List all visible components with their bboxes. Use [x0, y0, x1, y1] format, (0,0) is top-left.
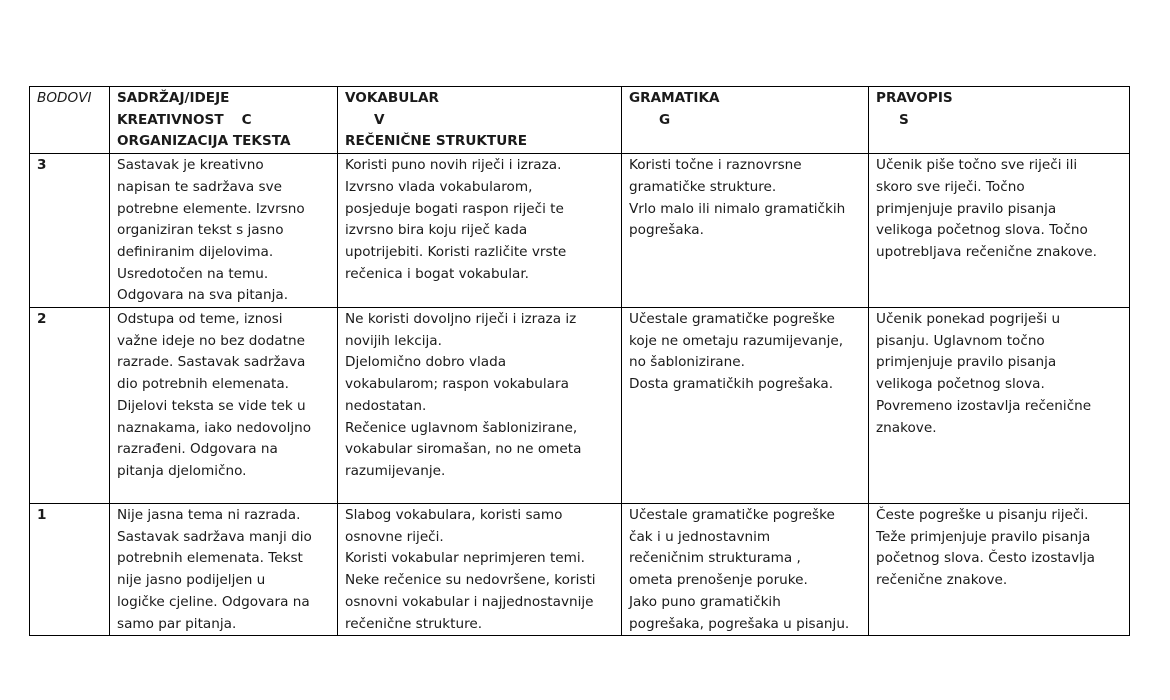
- criterion-letter-c: C: [241, 111, 252, 128]
- cell-text-line: rečenične strukture.: [345, 615, 483, 632]
- cell-text-line: rečenica i bogat vokabular.: [345, 265, 529, 282]
- cell-text-line: vokabularom; raspon vokabulara: [345, 376, 569, 393]
- cell-text-line: upotrebljava rečenične znakove.: [876, 243, 1097, 260]
- cell-text-line: rečeničnim strukturama ,: [629, 550, 801, 567]
- criterion-letter-s: S: [899, 111, 909, 128]
- cell-text-line: vokabular siromašan, no ne ometa: [345, 441, 582, 458]
- cell-text-line: Slabog vokabulara, koristi samo: [345, 507, 563, 524]
- cell-text-line: Učenik piše točno sve riječi ili: [876, 157, 1078, 174]
- cell-text-line: Učenik ponekad pogriješi u: [876, 311, 1061, 328]
- cell-text-line: skoro sve riječi. Točno: [876, 178, 1025, 195]
- cell-text-line: primjenjuje pravilo pisanja: [876, 200, 1057, 217]
- cell-text-line: Djelomično dobro vlada: [345, 354, 507, 371]
- cell-text-line: rečenične znakove.: [876, 572, 1008, 589]
- cell-text-line: velikoga početnog slova.: [876, 376, 1045, 393]
- header-content-line: SADRŽAJ/IDEJE: [117, 90, 230, 106]
- cell-text-line: pitanja djelomično.: [117, 462, 247, 479]
- cell-text-line: pogrešaka.: [629, 222, 704, 239]
- spelling-cell: [869, 308, 1130, 504]
- header-vocabulary: [338, 87, 622, 154]
- cell-text-line: Koristi puno novih riječi i izraza.: [345, 157, 562, 174]
- cell-text-line: Učestale gramatičke pogreške: [629, 507, 835, 524]
- cell-text-line: znakove.: [876, 419, 937, 436]
- cell-text-line: nedostatan.: [345, 397, 427, 414]
- cell-text-line: upotrijebiti. Koristi različite vrste: [345, 243, 567, 260]
- cell-text-line: posjeduje bogati raspon riječi te: [345, 200, 564, 217]
- cell-text-line: primjenjuje pravilo pisanja: [876, 354, 1057, 371]
- vocabulary-cell: [338, 308, 622, 504]
- cell-text-line: Povremeno izostavlja rečenične: [876, 397, 1092, 414]
- cell-text-line: Učestale gramatičke pogreške: [629, 311, 835, 328]
- header-vocab-line: [345, 110, 615, 132]
- cell-text-line: novijih lekcija.: [345, 332, 442, 349]
- cell-text-line: potrebnih elemenata. Tekst: [117, 550, 303, 567]
- cell-text-line: Odstupa od teme, iznosi: [117, 311, 283, 328]
- cell-text-line: osnovne riječi.: [345, 528, 444, 545]
- cell-text-line: Sastavak sadržava manji dio: [117, 528, 312, 545]
- spelling-cell: [869, 504, 1130, 636]
- header-grammar: [622, 87, 869, 154]
- cell-text-line: razrađeni. Odgovara na: [117, 441, 278, 458]
- header-vocab-line: VOKABULAR: [345, 90, 439, 106]
- cell-text-line: potrebne elemente. Izvrsno: [117, 200, 305, 217]
- cell-text-line: Odgovara na sva pitanja.: [117, 287, 289, 304]
- vocabulary-cell: [338, 154, 622, 308]
- cell-text-line: Jako puno gramatičkih: [629, 593, 781, 610]
- points-cell: 1: [30, 504, 110, 636]
- cell-text-line: važne ideje no bez dodatne: [117, 332, 305, 349]
- header-content-line: KREATIVNOST C: [117, 111, 252, 128]
- header-content: [110, 87, 338, 154]
- table-row: [30, 154, 1130, 308]
- criterion-letter-g: G: [659, 111, 671, 128]
- header-grammar-line: GRAMATIKA: [629, 90, 720, 106]
- vocabulary-cell: [338, 504, 622, 636]
- cell-text-line: Neke rečenice su nedovršene, koristi: [345, 572, 596, 589]
- grammar-cell: [622, 154, 869, 308]
- cell-text-line: Teže primjenjuje pravilo pisanja: [876, 528, 1091, 545]
- cell-text-line: Dosta gramatičkih pogrešaka.: [629, 376, 834, 393]
- cell-text-line: dio potrebnih elemenata.: [117, 376, 289, 393]
- cell-text-line: ometa prenošenje poruke.: [629, 572, 808, 589]
- cell-text-line: nije jasno podijeljen u: [117, 572, 266, 589]
- grammar-cell: [622, 308, 869, 504]
- cell-text-line: logičke cjeline. Odgovara na: [117, 593, 310, 610]
- cell-text-line: izvrsno bira koju riječ kada: [345, 222, 528, 239]
- cell-text-line: Rečenice uglavnom šablonizirane,: [345, 419, 578, 436]
- cell-text-line: čak i u jednostavnim: [629, 528, 771, 545]
- content-cell: [110, 308, 338, 504]
- header-spelling-line: [876, 110, 1123, 132]
- cell-text-line: gramatičke strukture.: [629, 178, 777, 195]
- cell-text-line: organiziran tekst s jasno: [117, 222, 284, 239]
- table-row: [30, 308, 1130, 504]
- cell-text-line: definiranim dijelovima.: [117, 243, 274, 260]
- header-vocab-line: REČENIČNE STRUKTURE: [345, 133, 527, 150]
- table-row: [30, 504, 1130, 636]
- header-spelling: [869, 87, 1130, 154]
- cell-text-line: osnovni vokabular i najjednostavnije: [345, 593, 594, 610]
- cell-text-line: razrade. Sastavak sadržava: [117, 354, 306, 371]
- header-spelling-line: PRAVOPIS: [876, 90, 953, 106]
- header-points: BODOVI: [30, 87, 110, 154]
- spelling-cell: [869, 154, 1130, 308]
- cell-text-line: Koristi točne i raznovrsne: [629, 157, 802, 174]
- cell-text-line: naznakama, iako nedovoljno: [117, 419, 312, 436]
- content-cell: [110, 154, 338, 308]
- header-content-line: ORGANIZACIJA TEKSTA: [117, 133, 291, 150]
- cell-text-line: početnog slova. Često izostavlja: [876, 550, 1095, 567]
- cell-text-line: Usredotočen na temu.: [117, 265, 269, 282]
- cell-text-line: Česte pogreške u pisanju riječi.: [876, 507, 1089, 524]
- cell-text-line: Ne koristi dovoljno riječi i izraza iz: [345, 311, 577, 328]
- cell-text-line: pogrešaka, pogrešaka u pisanju.: [629, 615, 850, 632]
- cell-text-line: Koristi vokabular neprimjeren temi.: [345, 550, 585, 567]
- cell-text-line: no šablonizirane.: [629, 354, 745, 371]
- cell-text-line: napisan te sadržava sve: [117, 178, 282, 195]
- header-row: [30, 87, 1130, 154]
- cell-text-line: Vrlo malo ili nimalo gramatičkih: [629, 200, 846, 217]
- cell-text-line: Sastavak je kreativno: [117, 157, 264, 174]
- cell-text-line: pisanju. Uglavnom točno: [876, 332, 1045, 349]
- points-cell: 3: [30, 154, 110, 308]
- cell-text-line: velikoga početnog slova. Točno: [876, 222, 1088, 239]
- cell-text-line: Izvrsno vlada vokabularom,: [345, 178, 533, 195]
- header-grammar-line: [629, 110, 862, 132]
- cell-text-line: razumijevanje.: [345, 462, 446, 479]
- cell-text-line: Dijelovi teksta se vide tek u: [117, 397, 306, 414]
- cell-text-line: Nije jasna tema ni razrada.: [117, 507, 301, 524]
- cell-text-line: samo par pitanja.: [117, 615, 237, 632]
- points-cell: 2: [30, 308, 110, 504]
- content-cell: [110, 504, 338, 636]
- grading-rubric-table: [29, 86, 1130, 636]
- grammar-cell: [622, 504, 869, 636]
- criterion-letter-v: V: [374, 111, 385, 128]
- cell-text-line: koje ne ometaju razumijevanje,: [629, 332, 844, 349]
